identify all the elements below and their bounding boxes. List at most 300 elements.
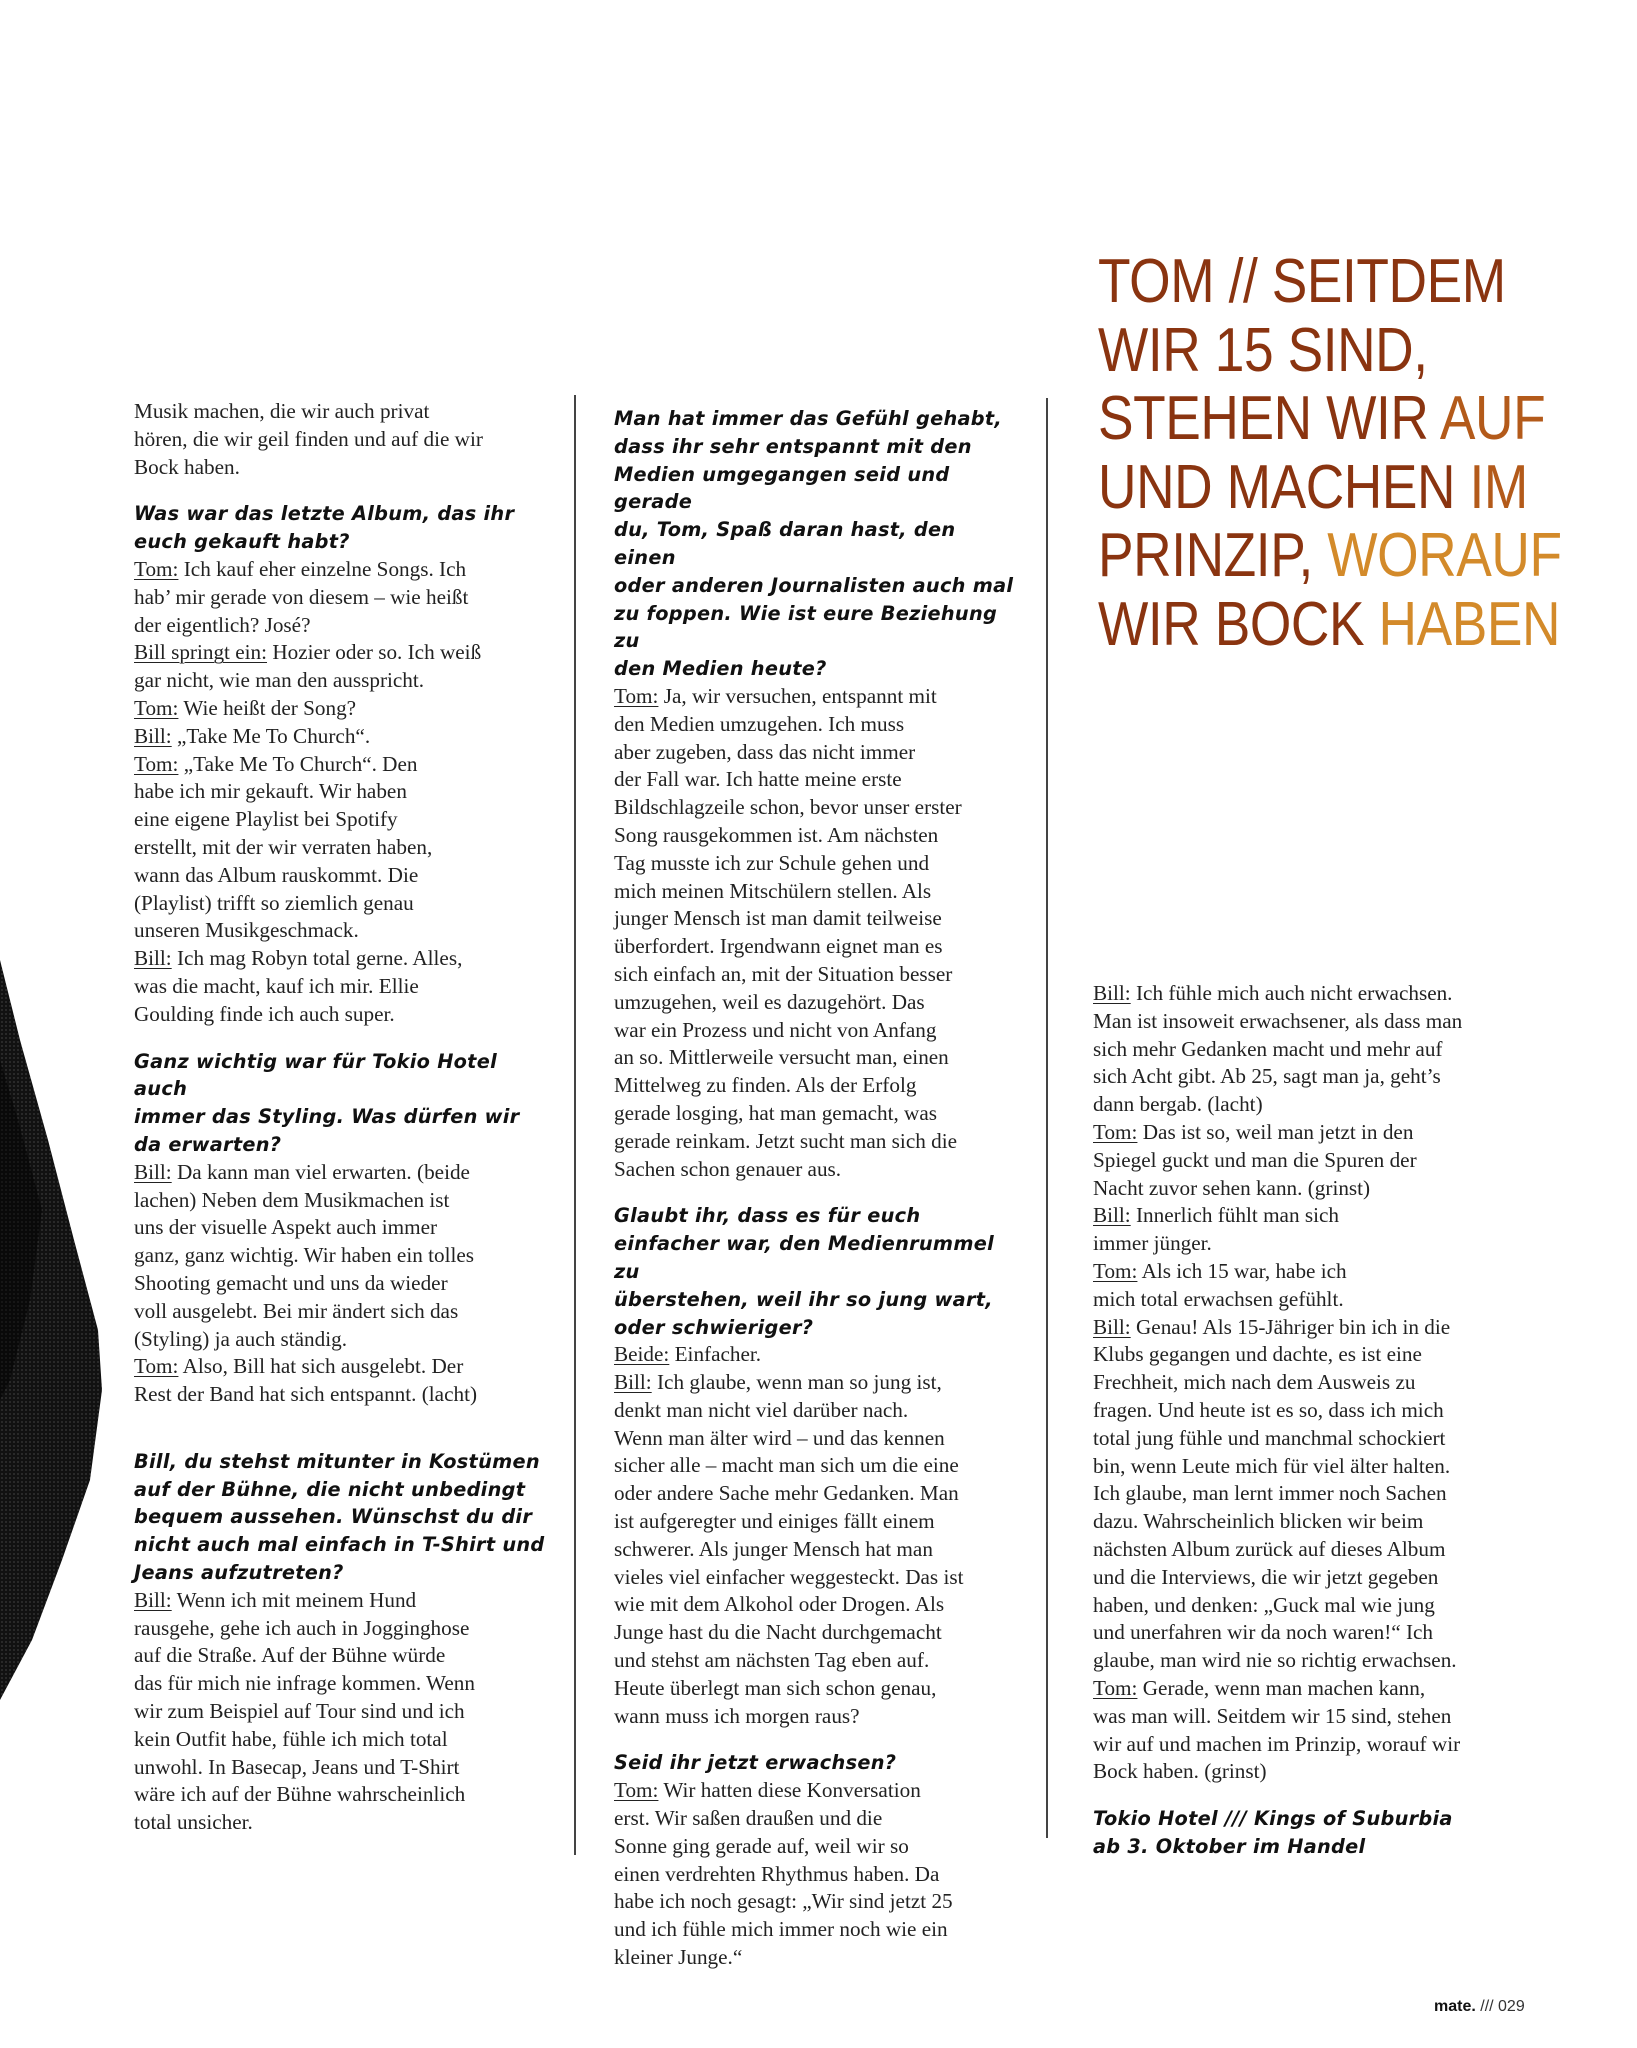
- line-text: Seid ihr jetzt erwachsen?: [614, 1751, 897, 1775]
- text-line: [134, 556, 554, 584]
- text-line: [614, 739, 1024, 767]
- line-text: Wenn ich mit meinem Hund: [171, 1587, 417, 1612]
- text-line: [614, 905, 1024, 933]
- line-text: oder anderen Journalisten auch mal: [614, 573, 1014, 597]
- line-text: fragen. Und heute ist es so, dass ich mich: [1093, 1397, 1444, 1422]
- line-text: (Playlist) trifft so ziemlich genau: [134, 890, 414, 915]
- text-line: [614, 822, 1024, 850]
- line-text: Ich glaube, man lernt immer noch Sachen: [1093, 1481, 1447, 1506]
- speaker-label: Tom:: [134, 1354, 179, 1379]
- text-line: [614, 1017, 1024, 1045]
- text-line: [1093, 1286, 1523, 1314]
- line-text: habe ich mir gekauft. Wir haben: [134, 779, 407, 804]
- text-line: [1093, 1833, 1523, 1861]
- text-line: [614, 1944, 1024, 1972]
- line-text: Wenn man älter wird – und das kennen: [614, 1425, 945, 1450]
- text-line: [134, 639, 554, 667]
- text-line: [134, 1531, 554, 1559]
- pull-quote-word: TOM // SEITDEM: [1098, 247, 1506, 316]
- line-text: einen verdrehten Rhythmus haben. Da: [614, 1861, 940, 1886]
- pull-quote-line: [1098, 247, 1506, 317]
- article-column-1: [134, 398, 554, 1837]
- page-number: 029: [1498, 1998, 1525, 2015]
- interview-question: [134, 1448, 554, 1587]
- line-text: Sonne ging gerade auf, weil wir so: [614, 1833, 909, 1858]
- interview-question: [134, 1048, 554, 1159]
- text-line: [134, 945, 554, 973]
- line-text: wir auf und machen im Prinzip, worauf wir: [1093, 1731, 1461, 1756]
- speaker-label: Bill:: [134, 946, 172, 971]
- text-line: [1093, 1063, 1523, 1091]
- interview-answer: [614, 1777, 1024, 1972]
- line-text: schwerer. Als junger Mensch hat man: [614, 1536, 933, 1561]
- line-text: Wie heißt der Song?: [178, 695, 357, 720]
- line-text: Musik machen, die wir auch privat: [134, 399, 430, 423]
- text-line: [1093, 980, 1523, 1008]
- line-text: umzugehen, weil es dazugehört. Das: [614, 989, 925, 1014]
- line-text: ganz, ganz wichtig. Wir haben ein tolles: [134, 1243, 475, 1268]
- text-line: [614, 1341, 1024, 1369]
- page-footer: [1434, 1998, 1525, 2016]
- line-text: voll ausgelebt. Bei mir ändert sich das: [134, 1298, 459, 1323]
- text-line: [134, 454, 554, 482]
- speaker-label: Beide:: [614, 1342, 670, 1367]
- line-text: erst. Wir saßen draußen und die: [614, 1806, 883, 1831]
- text-line: [614, 1647, 1024, 1675]
- text-line: [1093, 1397, 1523, 1425]
- text-line: [614, 1128, 1024, 1156]
- line-text: auf der Bühne, die nicht unbedingt: [134, 1477, 526, 1501]
- line-text: habe ich noch gesagt: „Wir sind jetzt 25: [614, 1889, 953, 1914]
- pull-quote-line: [1098, 452, 1528, 523]
- text-line: [134, 1353, 554, 1381]
- interview-question: [614, 405, 1024, 683]
- line-text: Goulding finde ich auch super.: [134, 1001, 395, 1026]
- line-text: immer das Styling. Was dürfen wir: [134, 1105, 520, 1129]
- text-line: [1093, 1147, 1523, 1175]
- line-text: unwohl. In Basecap, Jeans und T-Shirt: [134, 1754, 460, 1779]
- line-text: sich einfach an, mit der Situation besser: [614, 961, 953, 986]
- line-text: und ich fühle mich immer noch wie ein: [614, 1917, 948, 1942]
- speaker-label: Bill:: [614, 1370, 652, 1395]
- article-column-2: [614, 405, 1024, 1972]
- text-line: [614, 1675, 1024, 1703]
- line-text: uns der visuelle Aspekt auch immer: [134, 1215, 438, 1240]
- speaker-label: Tom:: [1093, 1675, 1138, 1700]
- text-line: [614, 1100, 1024, 1128]
- line-text: Glaubt ihr, dass es für euch: [614, 1204, 921, 1228]
- text-line: [614, 711, 1024, 739]
- line-text: Jeans aufzutreten?: [134, 1561, 344, 1585]
- text-line: [1093, 1508, 1523, 1536]
- line-text: gar nicht, wie man den ausspricht.: [134, 668, 425, 693]
- text-line: [134, 1754, 554, 1782]
- speaker-label: Tom:: [614, 1778, 659, 1803]
- text-line: [1093, 1675, 1523, 1703]
- text-line: [614, 1749, 1024, 1777]
- text-line: [614, 433, 1024, 461]
- text-line: [1093, 1258, 1523, 1286]
- text-line: [614, 1916, 1024, 1944]
- speaker-label: Bill:: [134, 1159, 172, 1184]
- speaker-label: Tom:: [614, 683, 659, 708]
- line-text: Man ist insoweit erwachsener, als dass man: [1093, 1008, 1463, 1033]
- text-line: [614, 794, 1024, 822]
- text-line: [134, 1381, 554, 1409]
- text-line: [1093, 1592, 1523, 1620]
- text-line: [134, 1726, 554, 1754]
- line-text: Bock haben.: [134, 454, 240, 479]
- text-line: [134, 834, 554, 862]
- interview-question: [614, 1202, 1024, 1341]
- text-line: [1093, 1619, 1523, 1647]
- pull-quote-line: [1098, 589, 1561, 660]
- line-text: wann muss ich morgen raus?: [614, 1703, 860, 1728]
- text-line: [614, 1777, 1024, 1805]
- interview-answer: [614, 683, 1024, 1183]
- line-text: haben, und denken: „Guck mal wie jung: [1093, 1592, 1435, 1617]
- text-line: [134, 1298, 554, 1326]
- line-text: den Medien heute?: [614, 657, 827, 681]
- line-text: Rest der Band hat sich entspannt. (lacht): [134, 1382, 478, 1407]
- line-text: ab 3. Oktober im Handel: [1093, 1834, 1366, 1858]
- text-line: [614, 1861, 1024, 1889]
- line-text: Bill, du stehst mitunter in Kostümen: [134, 1449, 540, 1473]
- text-line: [614, 1397, 1024, 1425]
- text-line: [614, 655, 1024, 683]
- speaker-label: Bill:: [1093, 1314, 1131, 1339]
- speaker-label: Tom:: [134, 556, 179, 581]
- text-line: [1093, 1758, 1523, 1786]
- line-text: nicht auch mal einfach in T-Shirt und: [134, 1533, 545, 1557]
- text-line: [134, 723, 554, 751]
- text-line: [134, 398, 554, 426]
- pull-quote-line: [1098, 521, 1562, 591]
- text-line: [1093, 1230, 1523, 1258]
- pull-quote-word: WIR BOCK: [1098, 589, 1379, 659]
- speaker-label: Tom:: [134, 695, 179, 720]
- line-text: Bock haben. (grinst): [1093, 1759, 1267, 1784]
- text-line: [134, 1270, 554, 1298]
- line-text: den Medien umzugehen. Ich muss: [614, 711, 905, 736]
- text-line: [134, 1670, 554, 1698]
- text-line: [134, 751, 554, 779]
- text-line: [614, 1564, 1024, 1592]
- line-text: Ich glaube, wenn man so jung ist,: [651, 1370, 942, 1395]
- pull-quote-word: IM: [1469, 452, 1528, 522]
- text-line: [1093, 1564, 1523, 1592]
- line-text: aber zugeben, dass das nicht immer: [614, 739, 916, 764]
- text-line: [614, 1508, 1024, 1536]
- text-line: [134, 1559, 554, 1587]
- line-text: Das ist so, weil man jetzt in den: [1137, 1119, 1414, 1144]
- line-text: dazu. Wahrscheinlich blicken wir beim: [1093, 1509, 1424, 1534]
- text-line: [134, 973, 554, 1001]
- text-line: [614, 461, 1024, 517]
- text-line: [1093, 1647, 1523, 1675]
- line-text: unseren Musikgeschmack.: [134, 918, 359, 943]
- text-line: [614, 1044, 1024, 1072]
- speaker-label: Bill springt ein:: [134, 640, 268, 665]
- line-text: zu foppen. Wie ist eure Beziehung zu: [614, 601, 998, 653]
- line-text: überstehen, weil ihr so jung wart,: [614, 1287, 993, 1311]
- line-text: oder schwieriger?: [614, 1315, 814, 1339]
- line-text: Junge hast du die Nacht durchgemacht: [614, 1620, 942, 1645]
- text-line: [614, 1369, 1024, 1397]
- text-line: [134, 1448, 554, 1476]
- line-text: Genau! Als 15-Jähriger bin ich in die: [1130, 1314, 1451, 1339]
- pull-quote-word: PRINZIP,: [1098, 521, 1328, 590]
- line-text: Einfacher.: [669, 1342, 762, 1367]
- line-text: gerade reinkam. Jetzt sucht man sich die: [614, 1128, 957, 1153]
- line-text: nächsten Album zurück auf dieses Album: [1093, 1536, 1446, 1561]
- text-line: [134, 1615, 554, 1643]
- speaker-label: Bill:: [134, 1587, 172, 1612]
- line-text: Da kann man viel erwarten. (beide: [171, 1159, 470, 1184]
- line-text: hören, die wir geil finden und auf die wir: [134, 426, 483, 451]
- text-line: [614, 1703, 1024, 1731]
- interview-answer: [134, 556, 554, 1029]
- text-line: [134, 1809, 554, 1837]
- line-text: denkt man nicht viel darüber nach.: [614, 1397, 909, 1422]
- line-text: Als ich 15 war, habe ich: [1137, 1258, 1347, 1283]
- text-line: [614, 1230, 1024, 1286]
- text-line: [614, 1156, 1024, 1184]
- text-line: [134, 695, 554, 723]
- text-line: [134, 1159, 554, 1187]
- footer-separator: ///: [1475, 1998, 1499, 2015]
- line-text: sicher alle – macht man sich um die eine: [614, 1453, 959, 1478]
- text-line: [134, 1587, 554, 1615]
- text-line: [1093, 1008, 1523, 1036]
- pull-quote-word: HABEN: [1378, 589, 1561, 659]
- line-text: Ja, wir versuchen, entspannt mit: [658, 683, 937, 708]
- text-line: [134, 1048, 554, 1104]
- text-line: [1093, 1369, 1523, 1397]
- text-line: [614, 989, 1024, 1017]
- text-line: [1093, 1314, 1523, 1342]
- text-line: [614, 933, 1024, 961]
- line-text: wir zum Beispiel auf Tour sind und ich: [134, 1699, 465, 1724]
- speaker-label: Bill:: [1093, 1203, 1131, 1228]
- text-line: [1093, 1731, 1523, 1759]
- line-text: Mittelweg zu finden. Als der Erfolg: [614, 1073, 917, 1098]
- text-line: [134, 806, 554, 834]
- magazine-logo: mate.: [1434, 1998, 1476, 2015]
- text-line: [1093, 1341, 1523, 1369]
- pull-quote: [1098, 247, 1562, 659]
- photo-edge-image: [0, 0, 120, 2048]
- interview-question: [1093, 1805, 1523, 1861]
- line-text: bequem aussehen. Wünschst du dir: [134, 1505, 533, 1529]
- interview-answer: [134, 1159, 554, 1409]
- text-line: [614, 1591, 1024, 1619]
- line-text: total jung fühle und manchmal schockiert: [1093, 1425, 1446, 1450]
- text-line: [614, 1888, 1024, 1916]
- line-text: kein Outfit habe, fühle ich mich total: [134, 1726, 448, 1751]
- line-text: „Take Me To Church“. Den: [178, 751, 418, 776]
- line-text: Tokio Hotel /// Kings of Suburbia: [1093, 1807, 1453, 1831]
- line-text: vieles viel einfacher weggesteckt. Das ist: [614, 1564, 964, 1589]
- line-text: auf die Straße. Auf der Bühne würde: [134, 1643, 446, 1668]
- line-text: mich total erwachsen gefühlt.: [1093, 1286, 1344, 1311]
- line-text: Heute überlegt man sich schon genau,: [614, 1675, 937, 1700]
- line-text: Bildschlagzeile schon, bevor unser erster: [614, 795, 962, 820]
- line-text: mich meinen Mitschülern stellen. Als: [614, 878, 932, 903]
- text-line: [134, 528, 554, 556]
- line-text: (Styling) ja auch ständig.: [134, 1326, 348, 1351]
- line-text: glaube, man wird nie so richtig erwachsen.: [1093, 1648, 1457, 1673]
- text-line: [134, 890, 554, 918]
- line-text: du, Tom, Spaß daran hast, den einen: [614, 518, 956, 569]
- line-text: der eigentlich? José?: [134, 612, 311, 637]
- line-text: der Fall war. Ich hatte meine erste: [614, 767, 902, 792]
- line-text: Song rausgekommen ist. Am nächsten: [614, 822, 939, 847]
- text-line: [614, 516, 1024, 572]
- text-line: [134, 778, 554, 806]
- text-line: [614, 1314, 1024, 1342]
- text-line: [614, 1425, 1024, 1453]
- column-divider: [1046, 398, 1048, 1838]
- interview-question: [134, 500, 554, 556]
- text-line: [134, 426, 554, 454]
- line-text: „Take Me To Church“.: [171, 723, 371, 748]
- text-line: [614, 1286, 1024, 1314]
- text-line: [1093, 1202, 1523, 1230]
- line-text: ist aufgeregter und einiges fällt einem: [614, 1509, 935, 1534]
- line-text: wann das Album rauskommt. Die: [134, 862, 419, 887]
- text-line: [614, 878, 1024, 906]
- line-text: Ganz wichtig war für Tokio Hotel auch: [134, 1049, 497, 1101]
- pull-quote-line: [1098, 384, 1546, 454]
- line-text: und stehst am nächsten Tag eben auf.: [614, 1648, 930, 1673]
- line-text: junger Mensch ist man damit teilweise: [614, 906, 942, 931]
- text-line: [134, 1103, 554, 1131]
- text-line: [134, 1187, 554, 1215]
- text-line: [134, 1476, 554, 1504]
- line-text: und unerfahren wir da noch waren!“ Ich: [1093, 1620, 1434, 1645]
- line-text: was man will. Seitdem wir 15 sind, stehen: [1093, 1703, 1452, 1728]
- text-line: [134, 1642, 554, 1670]
- line-text: Shooting gemacht und uns da wieder: [134, 1270, 448, 1295]
- line-text: Tag musste ich zur Schule gehen und: [614, 850, 930, 875]
- line-text: dass ihr sehr entspannt mit den: [614, 434, 972, 458]
- spacer: [134, 1428, 554, 1448]
- text-line: [134, 862, 554, 890]
- line-text: kleiner Junge.“: [614, 1945, 743, 1970]
- interview-answer: [1093, 980, 1523, 1786]
- line-text: oder andere Sache mehr Gedanken. Man: [614, 1481, 959, 1506]
- interview-question: [614, 1749, 1024, 1777]
- line-text: Ich mag Robyn total gerne. Alles,: [171, 946, 463, 971]
- line-text: lachen) Neben dem Musikmachen ist: [134, 1187, 450, 1212]
- text-line: [614, 766, 1024, 794]
- pull-quote-word: WIR 15 SIND,: [1098, 315, 1428, 385]
- text-line: [134, 1698, 554, 1726]
- text-line: [614, 1202, 1024, 1230]
- line-text: dann bergab. (lacht): [1093, 1092, 1263, 1117]
- pull-quote-word: STEHEN WIR: [1098, 384, 1440, 453]
- text-line: [1093, 1453, 1523, 1481]
- speaker-label: Tom:: [1093, 1258, 1138, 1283]
- line-text: Ich fühle mich auch nicht erwachsen.: [1130, 981, 1453, 1005]
- text-line: [134, 1242, 554, 1270]
- text-line: [1093, 1119, 1523, 1147]
- line-text: Klubs gegangen und dachte, es ist eine: [1093, 1342, 1422, 1367]
- text-line: [614, 1452, 1024, 1480]
- speaker-label: Bill:: [1093, 981, 1131, 1005]
- text-line: [614, 850, 1024, 878]
- text-line: [1093, 1536, 1523, 1564]
- line-text: Was war das letzte Album, das ihr: [134, 502, 515, 526]
- line-text: Ich kauf eher einzelne Songs. Ich: [178, 556, 467, 581]
- text-line: [614, 1480, 1024, 1508]
- line-text: Also, Bill hat sich ausgelebt. Der: [178, 1354, 464, 1379]
- text-line: [134, 612, 554, 640]
- pull-quote-word: AUF: [1439, 384, 1546, 453]
- text-line: [1093, 1091, 1523, 1119]
- line-text: rausgehe, gehe ich auch in Jogginghose: [134, 1615, 470, 1640]
- line-text: Spiegel guckt und man die Spuren der: [1093, 1147, 1417, 1172]
- line-text: Nacht zuvor sehen kann. (grinst): [1093, 1175, 1371, 1200]
- line-text: Frechheit, mich nach dem Ausweis zu: [1093, 1370, 1416, 1395]
- text-line: [614, 600, 1024, 656]
- line-text: einfacher war, den Medienrummel zu: [614, 1232, 995, 1283]
- column-divider: [574, 395, 576, 1855]
- line-text: Innerlich fühlt man sich: [1130, 1203, 1339, 1228]
- text-line: [134, 1214, 554, 1242]
- text-line: [134, 1503, 554, 1531]
- interview-answer: [614, 1341, 1024, 1730]
- text-line: [1093, 1480, 1523, 1508]
- text-line: [134, 1001, 554, 1029]
- speaker-label: Tom:: [134, 751, 179, 776]
- pull-quote-line: [1098, 317, 1502, 386]
- text-line: [614, 1072, 1024, 1100]
- text-line: [134, 917, 554, 945]
- speaker-label: Bill:: [134, 723, 172, 748]
- text-line: [614, 572, 1024, 600]
- text-line: [134, 1326, 554, 1354]
- line-text: gerade losging, hat man gemacht, was: [614, 1100, 938, 1125]
- line-text: immer jünger.: [1093, 1231, 1212, 1256]
- text-line: [134, 1131, 554, 1159]
- line-text: Man hat immer das Gefühl gehabt,: [614, 407, 1003, 430]
- pull-quote-word: WORAUF: [1327, 521, 1562, 590]
- line-text: sich mehr Gedanken macht und mehr auf: [1093, 1036, 1443, 1061]
- line-text: bin, wenn Leute mich für viel älter halten.: [1093, 1453, 1451, 1478]
- text-line: [134, 584, 554, 612]
- line-text: wie mit dem Alkohol oder Drogen. Als: [614, 1592, 945, 1617]
- line-text: eine eigene Playlist bei Spotify: [134, 807, 398, 832]
- line-text: Sachen schon genauer aus.: [614, 1156, 842, 1181]
- line-text: Gerade, wenn man machen kann,: [1137, 1675, 1426, 1700]
- text-line: [614, 1805, 1024, 1833]
- line-text: hab’ mir gerade von diesem – wie heißt: [134, 584, 469, 609]
- text-line: [1093, 1036, 1523, 1064]
- text-line: [1093, 1703, 1523, 1731]
- line-text: war ein Prozess und nicht von Anfang: [614, 1017, 937, 1042]
- line-text: total unsicher.: [134, 1810, 253, 1835]
- text-line: [614, 1833, 1024, 1861]
- speaker-label: Tom:: [1093, 1119, 1138, 1144]
- line-text: Wir hatten diese Konversation: [658, 1778, 921, 1803]
- interview-answer: [134, 398, 554, 481]
- text-line: [1093, 1425, 1523, 1453]
- line-text: erstellt, mit der wir verraten haben,: [134, 834, 433, 859]
- line-text: überfordert. Irgendwann eignet man es: [614, 934, 943, 959]
- line-text: an so. Mittlerweile versucht man, einen: [614, 1045, 949, 1070]
